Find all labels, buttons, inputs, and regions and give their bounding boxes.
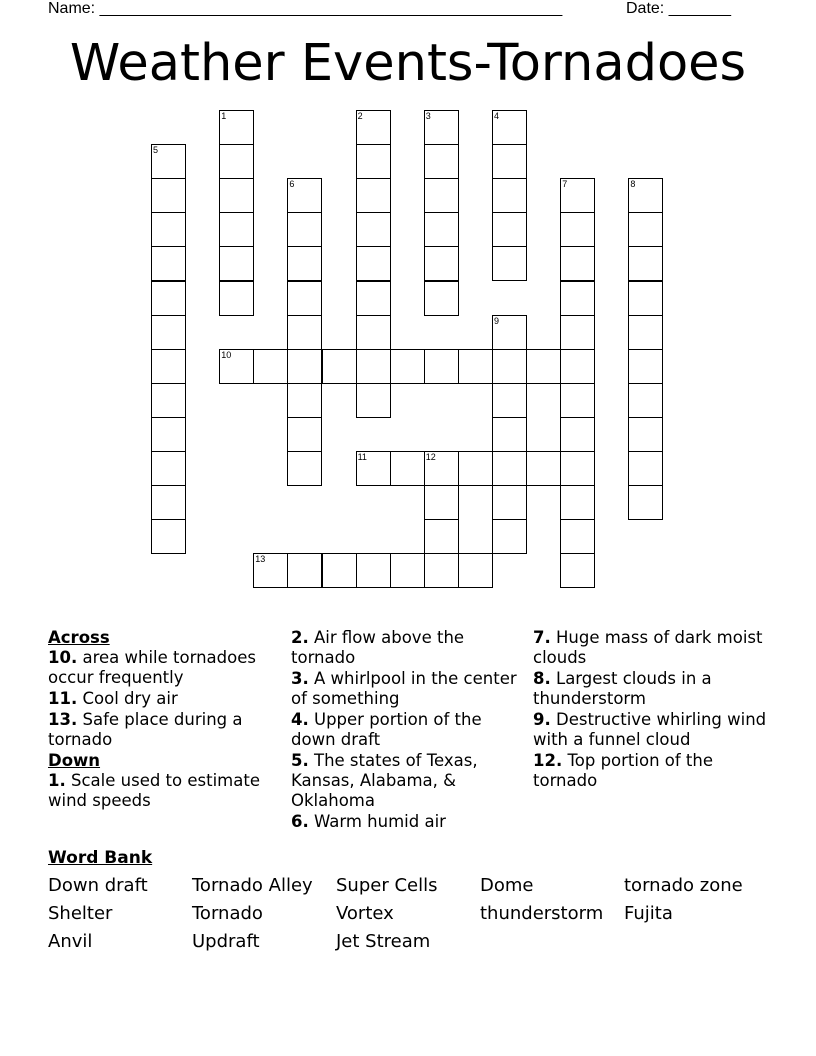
crossword-cell[interactable]: [560, 178, 595, 213]
crossword-cell[interactable]: [424, 110, 459, 145]
clue-down-12: [533, 751, 773, 791]
word-bank-item: Vortex: [336, 903, 394, 924]
clue-number: 3.: [291, 669, 309, 688]
word-bank-item: Dome: [480, 875, 534, 896]
word-bank-item: Updraft: [192, 931, 260, 952]
word-bank-item: Tornado: [192, 903, 263, 924]
crossword-cell[interactable]: [492, 485, 527, 520]
crossword-cell[interactable]: [492, 110, 527, 145]
clue-number: 7.: [533, 628, 551, 647]
crossword-cell[interactable]: [628, 417, 663, 452]
crossword-cell[interactable]: [219, 281, 254, 316]
crossword-cell[interactable]: [492, 144, 527, 179]
clue-text: Largest clouds in a thunderstorm: [533, 669, 712, 708]
clue-number: 5.: [291, 751, 309, 770]
crossword-cell[interactable]: [356, 315, 391, 350]
down-heading: Down: [48, 751, 101, 770]
clue-text: Destructive whirling wind with a funnel cloud: [533, 710, 767, 749]
clues-column-2: [291, 628, 526, 833]
clue-number: 2.: [291, 628, 309, 647]
cell-number: 7: [562, 179, 568, 190]
clue-number: 12.: [533, 751, 563, 770]
cell-number: 6: [289, 179, 295, 190]
crossword-cell[interactable]: [560, 519, 595, 554]
crossword-cell[interactable]: [628, 349, 663, 384]
crossword-cell[interactable]: [151, 281, 186, 316]
cell-number: 5: [153, 145, 159, 156]
crossword-cell[interactable]: [628, 383, 663, 418]
clue-down-3: [291, 669, 526, 709]
crossword-cell[interactable]: [458, 451, 493, 486]
clue-number: 6.: [291, 812, 309, 831]
crossword-cell[interactable]: [526, 451, 561, 486]
across-heading: Across: [48, 628, 110, 647]
crossword-cell[interactable]: [151, 349, 186, 384]
clues-column-3: [533, 628, 773, 792]
crossword-cell[interactable]: [390, 553, 425, 588]
clue-number: 8.: [533, 669, 551, 688]
crossword-cell[interactable]: [560, 212, 595, 247]
crossword-cell[interactable]: [287, 383, 322, 418]
clue-down-4: [291, 710, 526, 750]
crossword-cell[interactable]: [287, 246, 322, 281]
cell-number: 9: [494, 315, 500, 326]
cell-number: 8: [630, 179, 636, 190]
cell-number: 11: [357, 452, 367, 462]
clue-number: 13.: [48, 710, 78, 729]
crossword-cell[interactable]: [424, 212, 459, 247]
crossword-cell[interactable]: [219, 246, 254, 281]
cell-number: 12: [425, 452, 436, 462]
crossword-cell[interactable]: [287, 178, 322, 213]
crossword-cell[interactable]: [560, 451, 595, 486]
crossword-cell[interactable]: [219, 212, 254, 247]
crossword-cell[interactable]: [151, 178, 186, 213]
page-title: Weather Events-Tornadoes: [69, 34, 747, 93]
crossword-cell[interactable]: [151, 383, 186, 418]
crossword-cell[interactable]: [287, 315, 322, 350]
crossword-cell[interactable]: [424, 144, 459, 179]
crossword-cell[interactable]: [151, 212, 186, 247]
crossword-cell[interactable]: [492, 246, 527, 281]
crossword-cell[interactable]: [458, 349, 493, 384]
word-bank-item: thunderstorm: [480, 903, 604, 924]
crossword-cell[interactable]: [356, 349, 391, 384]
clue-text: area while tornadoes occur frequently: [48, 648, 256, 687]
cell-number: 4: [494, 111, 500, 121]
clue-down-8: [533, 669, 773, 709]
date-field-label: Date: _______: [626, 0, 731, 17]
crossword-cell[interactable]: [219, 178, 254, 213]
clues-column-1: [48, 628, 283, 812]
crossword-cell[interactable]: [424, 178, 459, 213]
crossword-cell[interactable]: [253, 553, 288, 588]
crossword-cell[interactable]: [322, 349, 357, 384]
crossword-cell[interactable]: [492, 315, 527, 350]
crossword-cell[interactable]: [560, 383, 595, 418]
crossword-cell[interactable]: [424, 281, 459, 316]
crossword-cell[interactable]: [560, 417, 595, 452]
crossword-cell[interactable]: [287, 349, 322, 384]
word-bank-item: Tornado Alley: [192, 875, 313, 896]
word-bank-item: Super Cells: [336, 875, 438, 896]
crossword-cell[interactable]: [424, 246, 459, 281]
crossword-cell[interactable]: [492, 451, 527, 486]
crossword-cell[interactable]: [628, 246, 663, 281]
crossword-cell[interactable]: [287, 553, 322, 588]
cell-number: 2: [357, 111, 363, 121]
clue-text: Top portion of the tornado: [533, 751, 714, 790]
clue-number: 11.: [48, 689, 78, 708]
crossword-cell[interactable]: [424, 349, 459, 384]
crossword-cell[interactable]: [424, 451, 459, 486]
crossword-cell[interactable]: [356, 281, 391, 316]
crossword-cell[interactable]: [560, 281, 595, 316]
word-bank-item: Fujita: [624, 903, 673, 924]
clue-number: 1.: [48, 771, 66, 790]
crossword-cell[interactable]: [390, 349, 425, 384]
crossword-cell[interactable]: [287, 212, 322, 247]
clue-text: Warm humid air: [314, 812, 446, 831]
crossword-cell[interactable]: [424, 485, 459, 520]
crossword-cell[interactable]: [356, 212, 391, 247]
word-bank-list: [48, 874, 768, 954]
clue-number: 9.: [533, 710, 551, 729]
crossword-cell[interactable]: [219, 144, 254, 179]
crossword-cell[interactable]: [560, 246, 595, 281]
crossword-cell[interactable]: [151, 417, 186, 452]
clue-number: 10.: [48, 648, 78, 667]
crossword-cell[interactable]: [458, 553, 493, 588]
crossword-cell[interactable]: [219, 110, 254, 145]
clue-down-6: [291, 812, 526, 832]
clue-down-2: [291, 628, 526, 668]
crossword-cell[interactable]: [560, 315, 595, 350]
clue-across-10: [48, 648, 283, 688]
word-bank-item: Down draft: [48, 875, 148, 896]
crossword-cell[interactable]: [356, 144, 391, 179]
clue-text: Upper portion of the down draft: [291, 710, 482, 749]
crossword-cell[interactable]: [356, 110, 391, 145]
word-bank-heading: Word Bank: [48, 848, 153, 868]
clue-text: Air flow above the tornado: [291, 628, 465, 667]
crossword-cell[interactable]: [628, 212, 663, 247]
clue-text: The states of Texas, Kansas, Alabama, & Oklahoma: [291, 751, 478, 810]
crossword-cell[interactable]: [287, 451, 322, 486]
crossword-cell[interactable]: [628, 315, 663, 350]
crossword-cell[interactable]: [151, 519, 186, 554]
clue-number: 4.: [291, 710, 309, 729]
clue-text: Cool dry air: [82, 689, 178, 708]
crossword-cell[interactable]: [492, 178, 527, 213]
crossword-cell[interactable]: [492, 383, 527, 418]
clue-across-13: [48, 710, 283, 750]
clue-down-1: [48, 771, 283, 811]
crossword-cell[interactable]: [151, 451, 186, 486]
word-bank: [48, 846, 768, 954]
crossword-cell[interactable]: [219, 349, 254, 384]
clue-text: Scale used to estimate wind speeds: [48, 771, 260, 810]
crossword-cell[interactable]: [151, 485, 186, 520]
crossword-cell[interactable]: [492, 417, 527, 452]
clue-text: A whirlpool in the center of something: [291, 669, 517, 708]
crossword-cell[interactable]: [390, 451, 425, 486]
crossword-cell[interactable]: [424, 519, 459, 554]
clue-across-11: [48, 689, 283, 709]
crossword-cell[interactable]: [560, 349, 595, 384]
crossword-cell[interactable]: [253, 349, 288, 384]
word-bank-item: tornado zone: [624, 875, 743, 896]
word-bank-item: Anvil: [48, 931, 93, 952]
crossword-cell[interactable]: [628, 281, 663, 316]
cell-number: 10: [221, 349, 232, 360]
crossword-cell[interactable]: [151, 315, 186, 350]
crossword-cell[interactable]: [287, 281, 322, 316]
word-bank-item: Shelter: [48, 903, 113, 924]
crossword-cell[interactable]: [356, 383, 391, 418]
crossword-cell[interactable]: [151, 144, 186, 179]
word-bank-item: Jet Stream: [336, 931, 431, 952]
crossword-cell[interactable]: [526, 349, 561, 384]
clue-text: Safe place during a tornado: [48, 710, 243, 749]
crossword-cell[interactable]: [492, 212, 527, 247]
clue-down-7: [533, 628, 773, 668]
crossword-cell[interactable]: [628, 451, 663, 486]
crossword-cell[interactable]: [560, 485, 595, 520]
name-field-label: Name: ____________________________________________________: [48, 0, 563, 17]
crossword-cell[interactable]: [560, 553, 595, 588]
crossword-cell[interactable]: [287, 417, 322, 452]
crossword-cell[interactable]: [356, 178, 391, 213]
crossword-cell[interactable]: [628, 178, 663, 213]
crossword-cell[interactable]: [356, 451, 391, 486]
cell-number: 13: [255, 554, 266, 565]
crossword-cell[interactable]: [356, 553, 391, 588]
cell-number: 1: [221, 111, 227, 121]
crossword-cell[interactable]: [424, 553, 459, 588]
crossword-cell[interactable]: [356, 246, 391, 281]
crossword-cell[interactable]: [492, 349, 527, 384]
crossword-cell[interactable]: [151, 246, 186, 281]
clue-down-9: [533, 710, 773, 750]
clue-down-5: [291, 751, 526, 811]
crossword-cell[interactable]: [492, 519, 527, 554]
cell-number: 3: [425, 111, 431, 121]
clue-text: Huge mass of dark moist clouds: [533, 628, 763, 667]
crossword-cell[interactable]: [322, 553, 357, 588]
crossword-cell[interactable]: [628, 485, 663, 520]
